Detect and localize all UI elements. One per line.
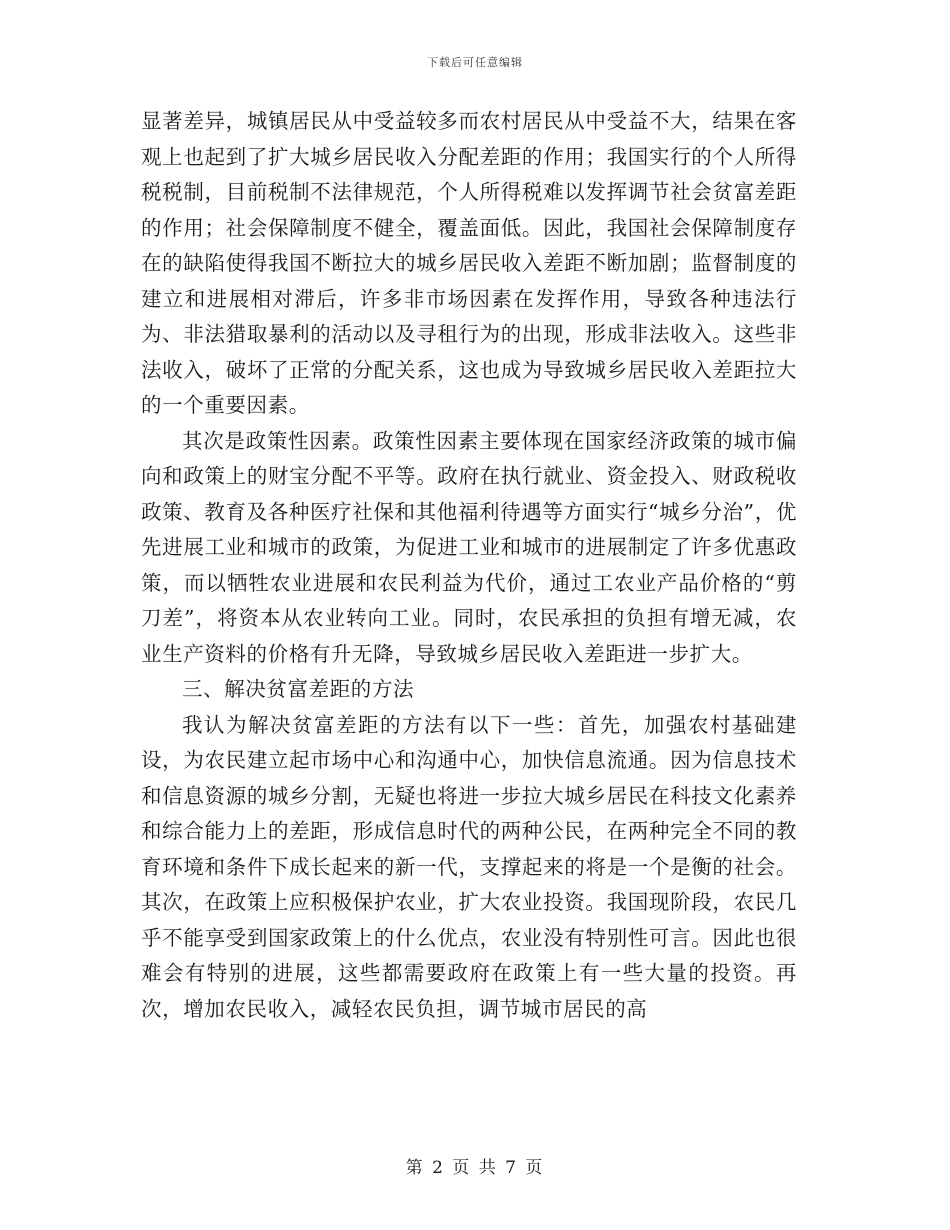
page-number-footer: 第 2 页 共 7 页 xyxy=(405,1158,545,1178)
page-header: 下载后可任意编辑 xyxy=(427,56,523,69)
document-body xyxy=(141,104,797,1027)
paragraph-policy-factors: 其次是政策性因素。政策性因素主要体现在国家经济政策的城市偏向和政策上的财宝分配不平等。政府在执行就业、资金投入、财政税收政策、教育及各种医疗社保和其他福利待遇等方面实行“城乡分治”，优先进展工业和城市的政策，为促进工业和城市的进展制定了许多优惠政策，而以牺牲农业进展和农民利益为代价，通过工农业产品价格的“剪刀差”，将资本从农业转向工业。同时，农民承担的负担有增无减，农业生产资料的价格有升无降，导致城乡居民收入差距进一步扩大。 xyxy=(141,428,797,666)
paragraph-solutions: 我认为解决贫富差距的方法有以下一些：首先，加强农村基础建设，为农民建立起市场中心和沟通中心，加快信息流通。因为信息技术和信息资源的城乡分割，无疑也将进一步拉大城乡居民在科技文化素养和综合能力上的差距，形成信息时代的两种公民，在两种完全不同的教育环境和条件下成长起来的新一代，支撑起来的将是一个是衡的社会。其次，在政策上应积极保护农业，扩大农业投资。我国现阶段，农民几乎不能享受到国家政策上的什么优点，农业没有特别性可言。因此也很难会有特别的进展，这些都需要政府在政策上有一些大量的投资。再次，增加农民收入，减轻农民负担，调节城市居民的高 xyxy=(141,712,797,1021)
paragraph-continuation: 显著差异，城镇居民从中受益较多而农村居民从中受益不大，结果在客观上也起到了扩大城乡居民收入分配差距的作用；我国实行的个人所得税税制，目前税制不法律规范，个人所得税难以发挥调节社会贫富差距的作用；社会保障制度不健全，覆盖面低。因此，我国社会保障制度存在的缺陷使得我国不断拉大的城乡居民收入差距不断加剧；监督制度的建立和进展相对滞后，许多非市场因素在发挥作用，导致各种违法行为、非法猎取暴利的活动以及寻租行为的出现，形成非法收入。这些非法收入，破坏了正常的分配关系，这也成为导致城乡居民收入差距拉大的一个重要因素。 xyxy=(141,109,797,417)
section-heading: 三、解决贫富差距的方法 xyxy=(182,677,415,701)
